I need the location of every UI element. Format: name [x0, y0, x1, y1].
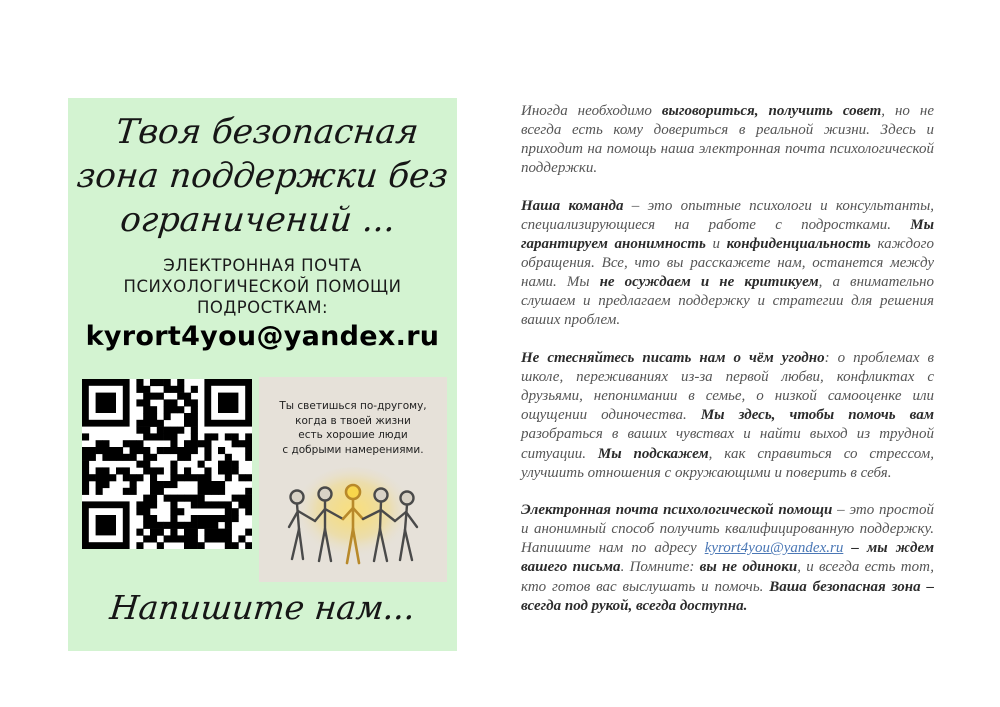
illustration-caption [267, 399, 439, 457]
paragraph-text: , а внимательно слушаем и предлагаем поддержку и стратегии для решения ваших проблем. [521, 274, 935, 329]
article-paragraph [521, 501, 934, 616]
paragraph-bold-text: вы не одиноки [699, 559, 798, 576]
paragraph-bold-text: выговориться, получить совет [661, 103, 882, 119]
paragraph-text: , и всегда есть тот, кто готов вас выслушать и помочь. [521, 559, 935, 595]
poster-subtitle [68, 255, 457, 318]
qr-code-graphic [82, 379, 252, 549]
qr-code-icon [82, 379, 252, 549]
paragraph-text: . Помните: [620, 559, 700, 576]
poster-title [61, 110, 464, 242]
illustration-caption-line: есть хорошие люди [298, 429, 408, 441]
paragraph-bold-text: Электронная почта психологической помощи [521, 502, 833, 519]
paragraph-bold-text: Не стесняйтесь писать нам о чём угодно [521, 350, 825, 367]
poster-title-line: зона поддержки без [74, 156, 451, 196]
paragraph-text: разобраться в ваших чувствах и найти выход из трудной ситуации. [521, 426, 934, 462]
paragraph-text: , но не всегда есть кому довериться в реальной жизни. Здесь и приходит на помощь наша электронная почта психологической поддержки. [521, 103, 934, 177]
paragraph-bold-text: Наша команда [521, 197, 624, 214]
paragraph-text: и [705, 236, 727, 253]
poster-subtitle-line: ПОДРОСТКАМ: [196, 298, 329, 317]
people-holding-hands-icon [259, 467, 447, 582]
poster [68, 98, 457, 651]
paragraph-text: Иногда необходимо [521, 103, 662, 119]
poster-email[interactable]: kyrort4you@yandex.ru [85, 321, 440, 352]
paragraph-bold-text: Мы подскажем [597, 445, 709, 462]
article-text [521, 102, 934, 634]
paragraph-text: – это опытные психологи и консультанты, специализирующиеся на работе с подростками. [521, 197, 934, 233]
paragraph-bold-text: Ваша безопасная зона – всегда под рукой, всегда доступна. [521, 578, 934, 614]
article-paragraph [521, 349, 934, 483]
email-link[interactable]: kyrort4you@yandex.ru [704, 540, 844, 557]
poster-title-line: ограничений ... [118, 200, 398, 240]
illustration-caption-line: Ты светишься по-другому, [279, 400, 427, 412]
paragraph-bold-text: не осуждаем и не критикуем [599, 274, 819, 291]
poster-call-to-action: Напишите нам... [107, 588, 418, 627]
poster-subtitle-line: ЭЛЕКТРОННАЯ ПОЧТА [163, 256, 362, 275]
paragraph-bold-text: конфиденциальность [726, 236, 871, 253]
paragraph-bold-text: – мы ждем вашего письма [521, 540, 935, 576]
article-paragraph [521, 197, 934, 331]
paragraph-text: каждого обращения. Все, что вы расскажете нам, останется между нами. Мы [521, 236, 934, 291]
poster-title-line: Твоя безопасная [113, 112, 421, 152]
poster-subtitle-line: ПСИХОЛОГИЧЕСКОЙ ПОМОЩИ [123, 277, 402, 296]
paragraph-text: – это простой и анонимный способ получить квалифицированную поддержку. Напишите нам по адресу [521, 502, 934, 557]
article-paragraph [521, 102, 934, 178]
illustration-card [259, 377, 447, 582]
paragraph-text: , как справиться со стрессом, улучшить отношения с окружающими и поверить в себя. [521, 445, 934, 481]
paragraph-bold-text: Мы гарантируем анонимность [521, 216, 934, 253]
paragraph-bold-text: Мы здесь, чтобы помочь вам [700, 407, 934, 424]
paragraph-text: : о проблемах в школе, переживаниях из-за первой любви, конфликтах с друзьями, непонимании в семье, о низкой самооценке или ощущении одиночества. [521, 350, 934, 424]
illustration-caption-line: когда в твоей жизни [295, 414, 411, 427]
illustration-caption-line: с добрыми намерениями. [282, 443, 424, 456]
